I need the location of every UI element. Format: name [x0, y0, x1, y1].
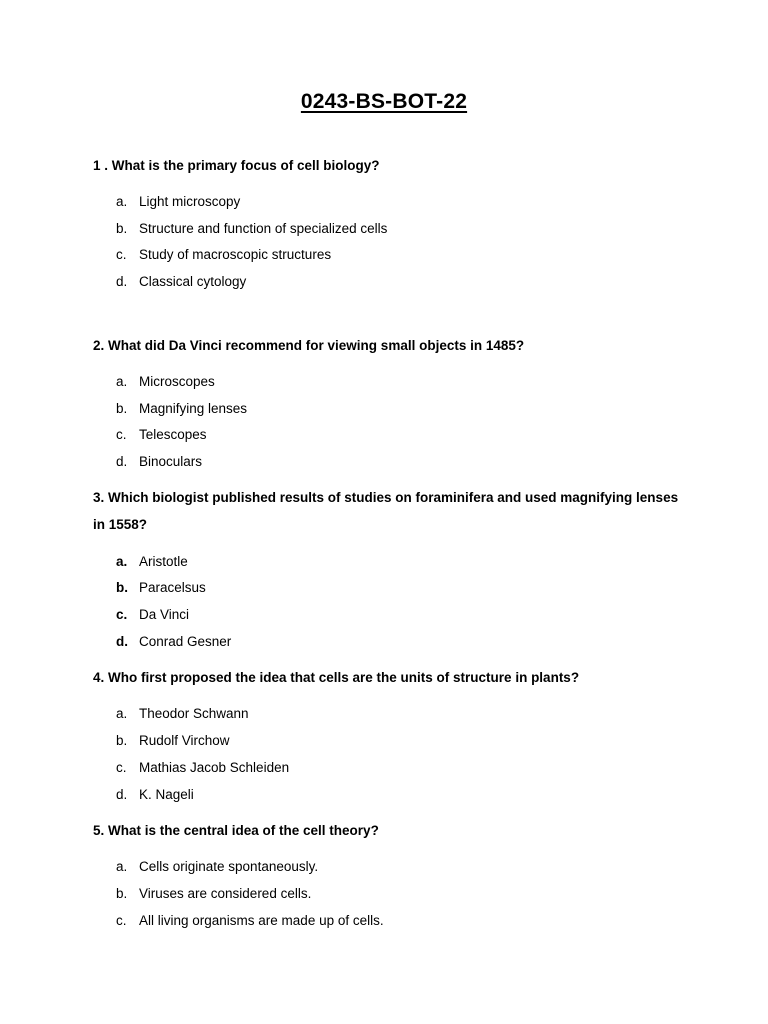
- question-4-text: 4. Who first proposed the idea that cells are the units of structure in plants?: [93, 670, 580, 685]
- option-letter: c.: [116, 607, 128, 622]
- option-text: Binoculars: [139, 454, 203, 469]
- option-letter: b.: [116, 221, 128, 236]
- question-2-option-d: [116, 453, 202, 471]
- option-text: Magnifying lenses: [139, 401, 248, 416]
- question-2-option-a: [116, 373, 215, 391]
- option-letter: c.: [116, 427, 127, 442]
- option-text: Paracelsus: [139, 580, 206, 595]
- question-2-text: 2. What did Da Vinci recommend for viewing small objects in 1485?: [93, 338, 525, 353]
- option-letter: a.: [116, 706, 128, 721]
- option-letter: a.: [116, 859, 128, 874]
- question-5-option-a: [116, 858, 318, 876]
- document-title: 0243-BS-BOT-22: [300, 90, 468, 113]
- option-text: Classical cytology: [139, 274, 247, 289]
- option-letter: c.: [116, 247, 127, 262]
- option-text: Microscopes: [139, 374, 215, 389]
- question-5-option-b: [116, 885, 311, 903]
- option-text: Telescopes: [139, 427, 207, 442]
- question-4-option-a: [116, 705, 249, 723]
- question-4-option-d: [116, 786, 194, 804]
- question-1-option-d: [116, 273, 246, 291]
- option-letter: d.: [116, 454, 128, 469]
- option-text: Conrad Gesner: [139, 634, 232, 649]
- option-text: Theodor Schwann: [139, 706, 249, 721]
- question-3-option-c: [116, 606, 189, 624]
- option-letter: d.: [116, 787, 128, 802]
- question-3-option-b: [116, 579, 206, 597]
- option-text: Structure and function of specialized cells: [139, 221, 388, 236]
- question-4-option-b: [116, 732, 230, 750]
- question-3-option-d: [116, 633, 231, 651]
- option-text: Aristotle: [139, 554, 188, 569]
- question-1-option-c: [116, 246, 331, 264]
- option-letter: d.: [116, 274, 128, 289]
- option-text: Cells originate spontaneously.: [139, 859, 319, 874]
- option-text: Study of macroscopic structures: [139, 247, 332, 262]
- option-text: Rudolf Virchow: [139, 733, 230, 748]
- question-3-option-a: [116, 553, 188, 571]
- option-text: Light microscopy: [139, 194, 241, 209]
- question-3-text: 3. Which biologist published results of studies on foraminifera and used magnifying lenses in 1558?: [93, 490, 679, 532]
- option-letter: c.: [116, 760, 127, 775]
- question-5-text: 5. What is the central idea of the cell theory?: [93, 823, 379, 838]
- option-letter: a.: [116, 554, 128, 569]
- option-letter: d.: [116, 634, 128, 649]
- question-2-option-b: [116, 400, 247, 418]
- option-text: Viruses are considered cells.: [139, 886, 312, 901]
- option-text: K. Nageli: [139, 787, 194, 802]
- question-1-option-b: [116, 220, 387, 238]
- option-letter: b.: [116, 580, 128, 595]
- option-letter: a.: [116, 374, 128, 389]
- question-1-option-a: [116, 193, 240, 211]
- question-4-option-c: [116, 759, 289, 777]
- option-letter: a.: [116, 194, 128, 209]
- question-1-text: 1 . What is the primary focus of cell biology?: [93, 158, 380, 173]
- question-5-option-c: [116, 912, 384, 930]
- option-text: Da Vinci: [139, 607, 190, 622]
- option-letter: b.: [116, 733, 128, 748]
- option-letter: b.: [116, 886, 128, 901]
- question-2-option-c: [116, 426, 207, 444]
- option-text: Mathias Jacob Schleiden: [139, 760, 290, 775]
- option-letter: c.: [116, 913, 127, 928]
- option-letter: b.: [116, 401, 128, 416]
- option-text: All living organisms are made up of cells.: [139, 913, 384, 928]
